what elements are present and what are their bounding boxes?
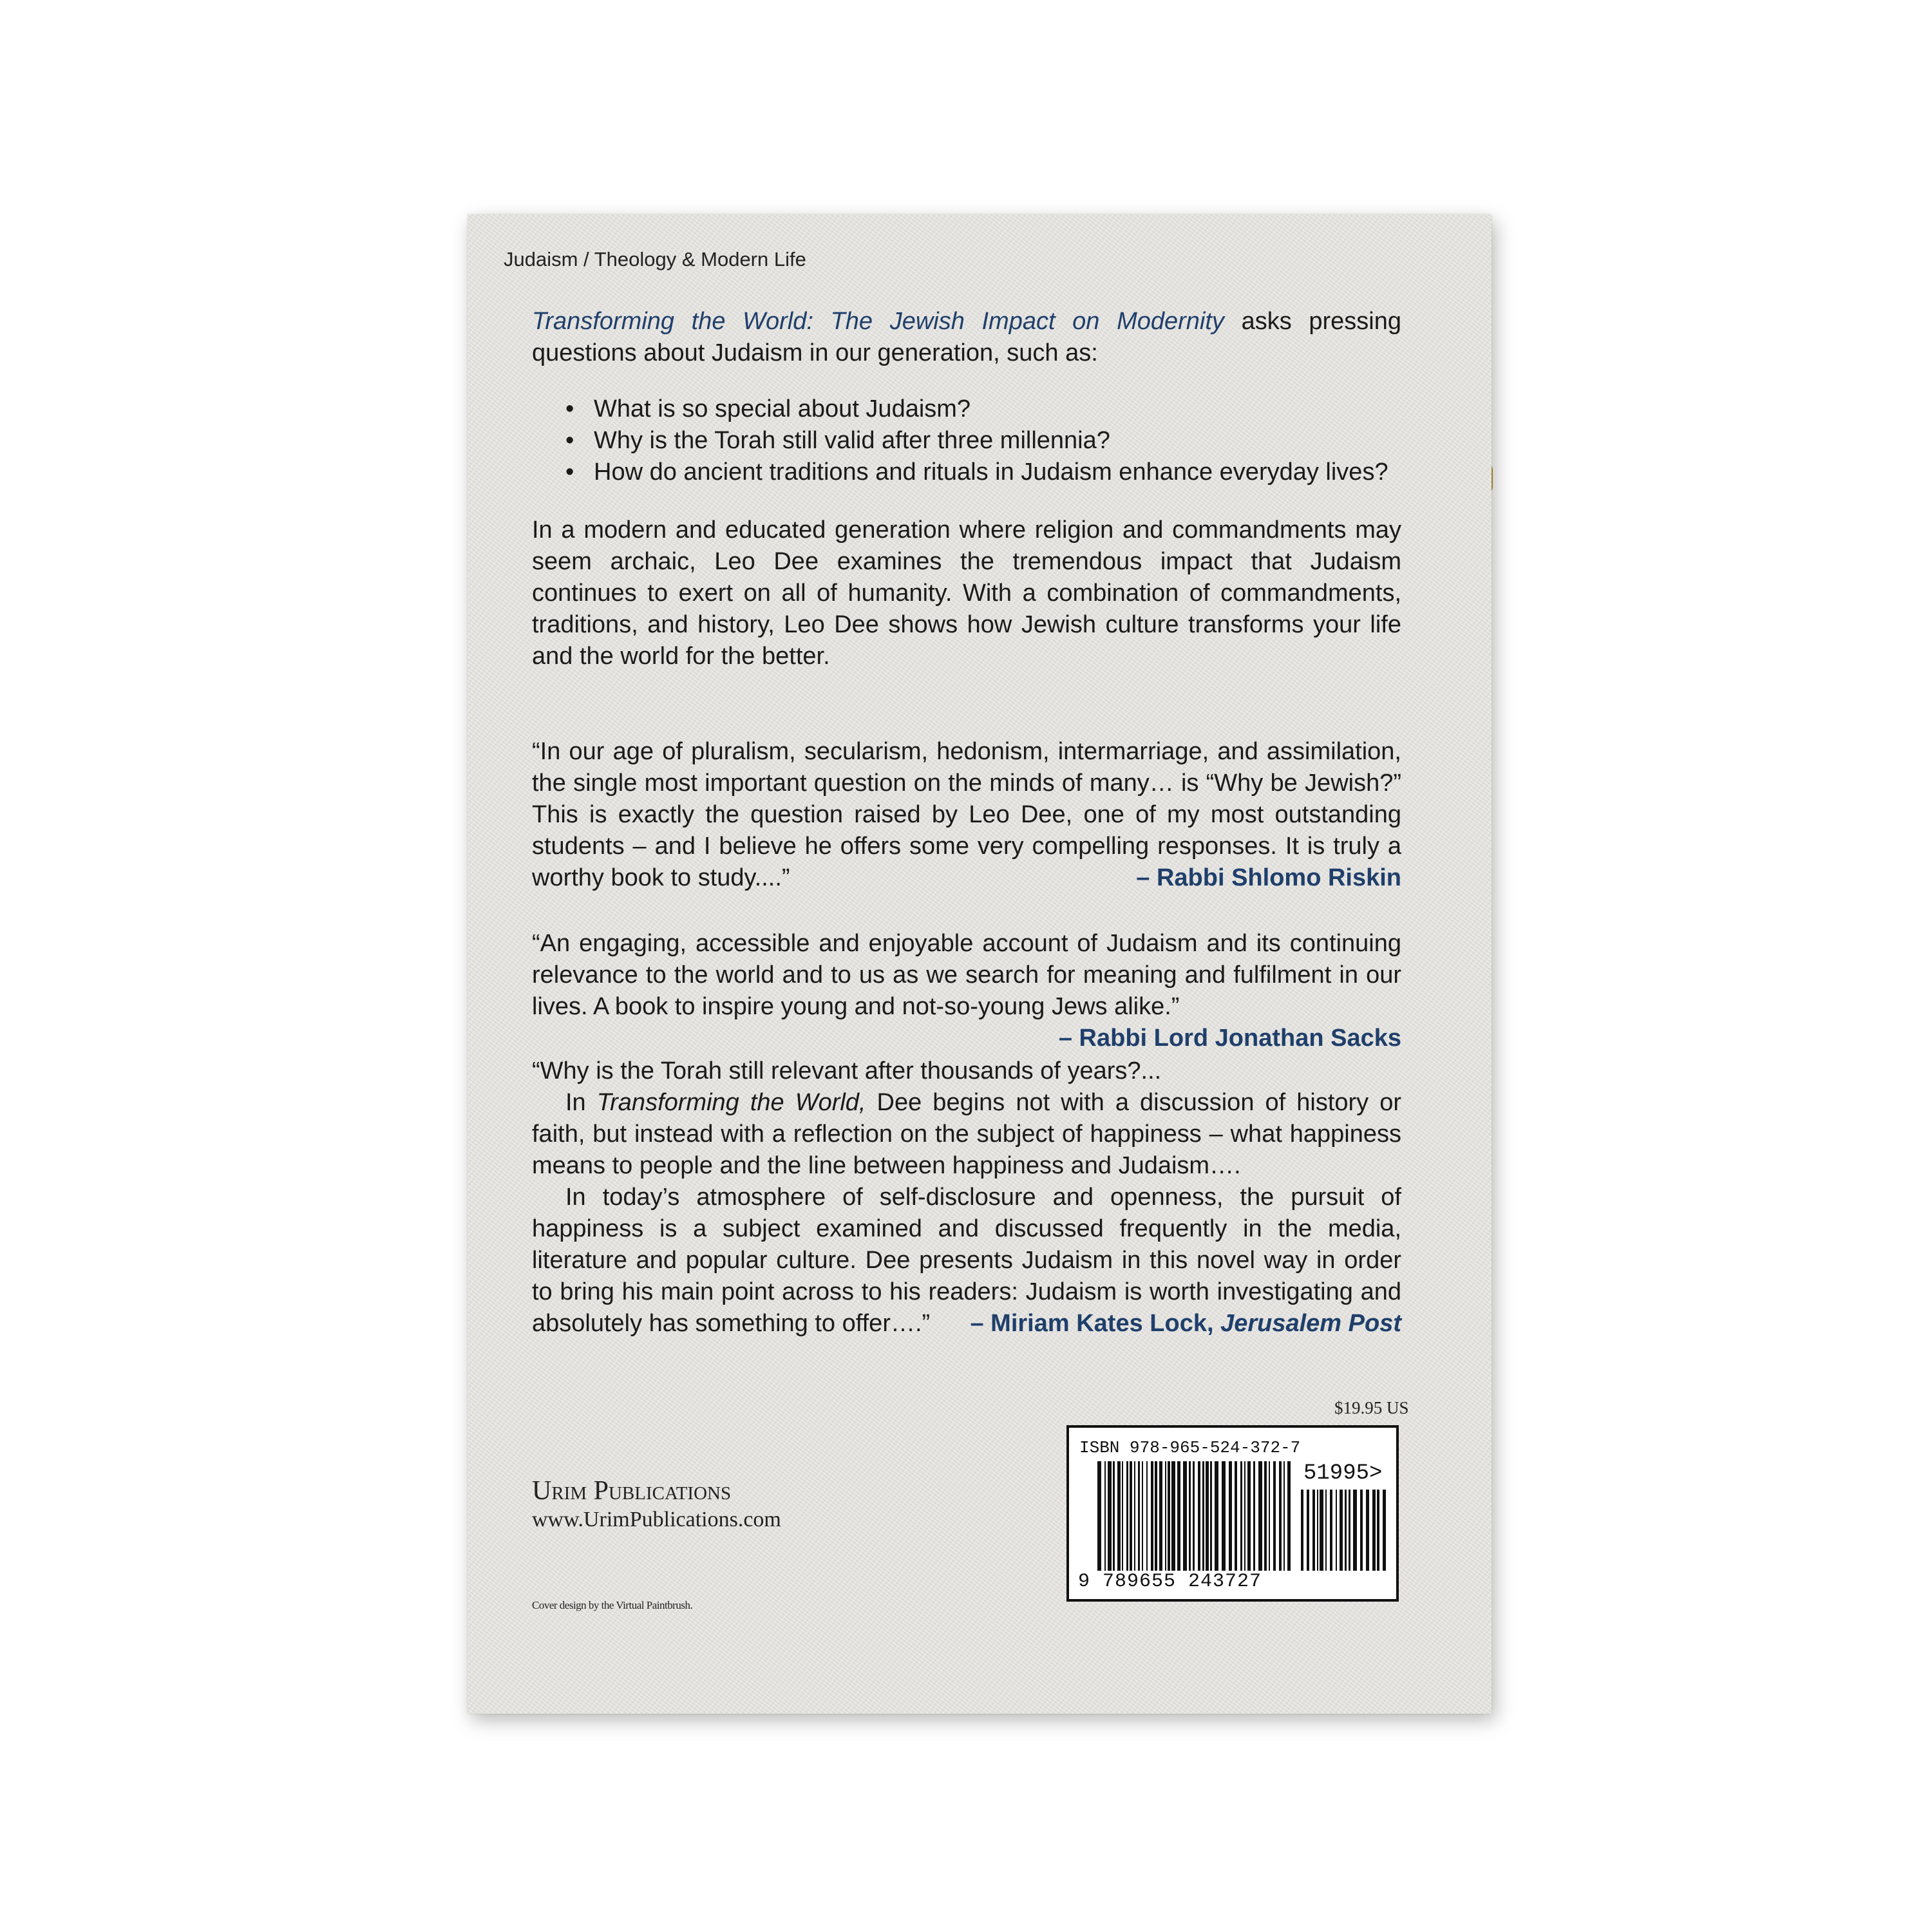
list-item-text: Why is the Torah still valid after three millennia? [594, 427, 1110, 454]
list-item: • What is so special about Judaism? [565, 393, 1403, 425]
price-code: 51995> [1303, 1461, 1383, 1486]
barcode-digits: 9 789655 243727 [1078, 1571, 1262, 1593]
attribution-source: Jerusalem Post [1220, 1310, 1401, 1337]
category-label: Judaism / Theology & Modern Life [504, 248, 806, 270]
list-item-text: What is so special about Judaism? [594, 395, 971, 422]
design-credit: Cover design by the Virtual Paintbrush. [532, 1599, 693, 1611]
quote-paragraph: “Why is the Torah still relevant after thousands of years?... [532, 1057, 1162, 1084]
list-item: • Why is the Torah still valid after three millennia? [565, 425, 1403, 457]
question-list [565, 393, 1403, 488]
quote-attribution: – Rabbi Shlomo Riskin [1136, 864, 1401, 891]
description-paragraph: In a modern and educated generation where religion and commandments may seem archaic, Leo Dee examines the tremendous impact that Judaism continues to exert on all of humanity. With a combination of commandments, traditions, and history, Leo Dee shows how Jewish culture transforms your life and the world for the better. [532, 516, 1401, 670]
book-title: Transforming the World: The Jewish Impact on Modernity [532, 308, 1224, 335]
publisher-name: Urim Publications [532, 1476, 732, 1506]
quote-lock [532, 1056, 1401, 1340]
quote-paragraph: In today’s atmosphere of self-disclosure and openness, the pursuit of happiness is a subject examined and discussed frequently in the media, literature and popular culture. Dee presents Judaism in this novel way in order to bring his main point across to his readers: Judaism is worth investigating and absolutely has something to offer….” – Miriam Kates Lock, Jerusalem Post [532, 1182, 1401, 1340]
quote-text: “In our age of pluralism, secularism, hedonism, intermarriage, and assimilation, the single most important question on the minds of many… is “Why be Jewish?” This is exactly the question raised by Leo Dee, one of my most outstanding students – and I believe he offers some very compelling responses. It is truly a worthy book to study....” [532, 738, 1401, 891]
intro-paragraph [532, 306, 1401, 369]
quote-sacks [532, 928, 1401, 1054]
list-item-text: How do ancient traditions and rituals in Judaism enhance everyday lives? [594, 459, 1388, 486]
isbn-barcode [1066, 1425, 1399, 1602]
intro-text: asks pressing questions about Judaism in our generation, such as: [532, 308, 1401, 366]
isbn-text: ISBN 978-965-524-372-7 [1079, 1438, 1301, 1457]
price-label: $19.95 US [1334, 1398, 1409, 1417]
quote-text: “An engaging, accessible and enjoyable account of Judaism and its continuing relevance to the world and to us as we search for meaning and fulfilment in our lives. A book to inspire young and not-so-young Jews alike.” [532, 930, 1401, 1020]
barcode-addon-bars [1301, 1490, 1391, 1571]
quote-paragraph: In Transforming the World, Dee begins not with a discussion of history or faith, but instead with a reflection on the subject of happiness – what happiness means to people and the line between happiness and Judaism…. [532, 1089, 1402, 1179]
quote-riskin [532, 736, 1401, 894]
book-back-cover [468, 214, 1492, 1714]
barcode-main-bars [1097, 1461, 1291, 1571]
quote-attribution: – Rabbi Lord Jonathan Sacks [1058, 1025, 1401, 1052]
quote-attribution: – Miriam Kates Lock, Jerusalem Post [970, 1310, 1401, 1337]
quoted-book-title: Transforming the World, [596, 1089, 866, 1116]
list-item: • How do ancient traditions and rituals in Judaism enhance everyday lives? [565, 457, 1403, 488]
publisher-website: www.UrimPublications.com [532, 1508, 781, 1531]
